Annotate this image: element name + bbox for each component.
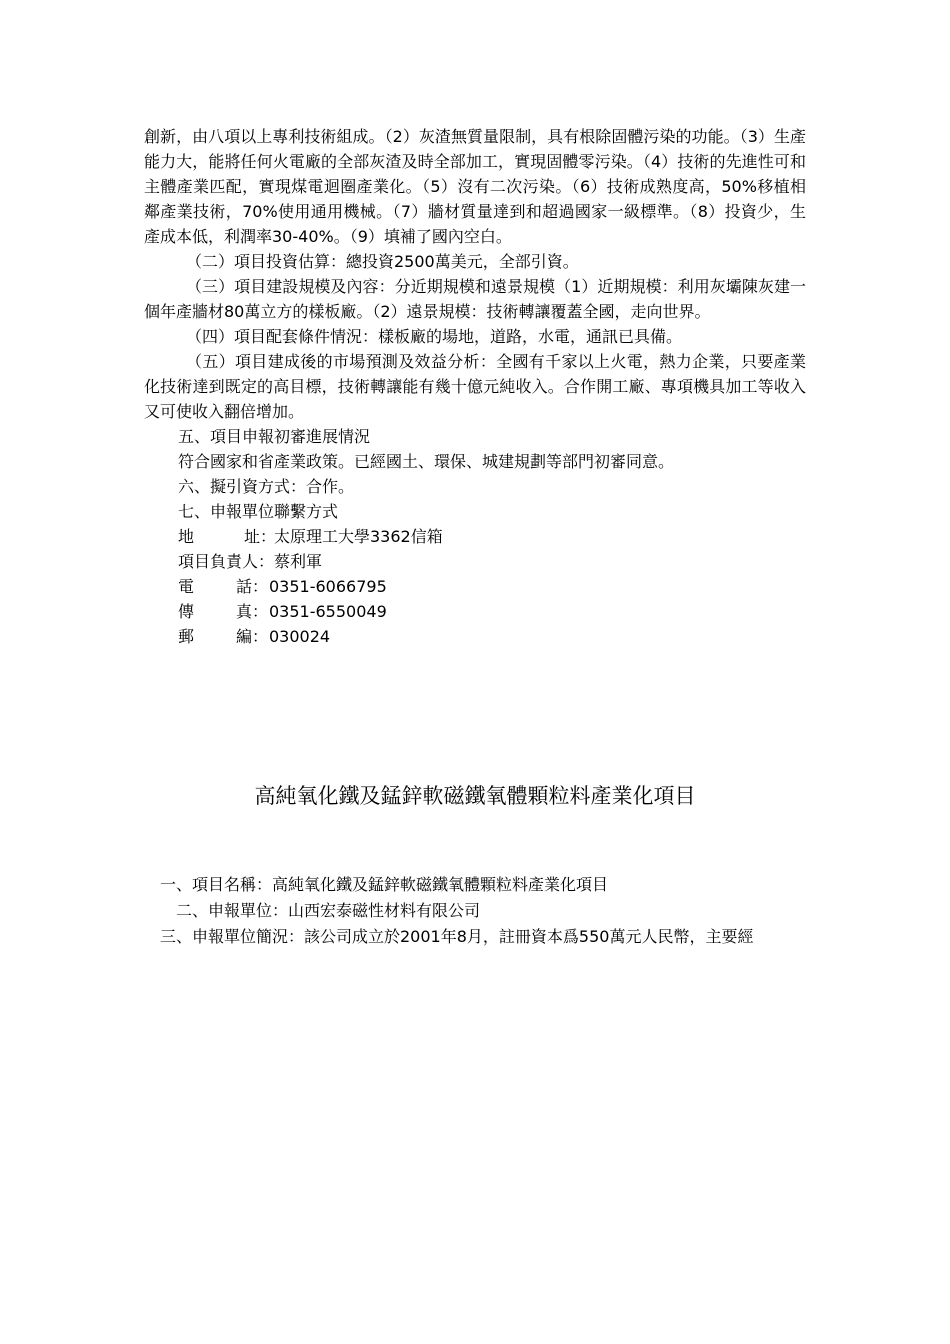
- section7-heading: 七、申報單位聯繫方式: [178, 502, 339, 521]
- contact-leader: 項目負責人：蔡利軍: [178, 552, 323, 571]
- address-label: 地 址：: [178, 527, 277, 546]
- zipcode-label: 郵 編：: [178, 627, 269, 646]
- section5-heading: 五、項目申報初審進展情況: [178, 427, 371, 446]
- project1-continuation: [144, 124, 806, 649]
- paragraph-construction-scale: （三）項目建設規模及內容：分近期規模和遠景規模（1）近期規模：利用灰壩陳灰建一個年產牆材80萬立方的樣板廠。（2）遠景規模：技術轉讓覆蓋全國，走向世界。: [144, 277, 806, 321]
- fax-label: 傳 真：: [178, 602, 269, 621]
- section6-heading: 六、擬引資方式：合作。: [178, 477, 355, 496]
- zipcode-value: 030024: [269, 627, 331, 646]
- project2-item-profile: 三、申報單位簡況：該公司成立於2001年8月，註冊資本爲550萬元人民幣，主要經: [160, 927, 754, 946]
- contact-telephone: [144, 574, 806, 599]
- fax-value: 0351-6550049: [269, 602, 387, 621]
- project2-body: [160, 872, 806, 950]
- contact-zipcode: [144, 624, 806, 649]
- contact-address: [144, 524, 806, 549]
- project2-item-name: 一、項目名稱：高純氧化鐵及錳鋅軟磁鐵氧體顆粒料產業化項目: [160, 875, 609, 894]
- contact-fax: [144, 599, 806, 624]
- project2-item-applicant: 二、申報單位：山西宏泰磁性材料有限公司: [176, 901, 481, 920]
- project2-title: 高純氧化鐵及錳鋅軟磁鐵氧體顆粒料產業化項目: [254, 784, 696, 808]
- telephone-label: 電 話：: [178, 577, 269, 596]
- paragraph-investment-estimate: （二）項目投資估算：總投資2500萬美元，全部引資。: [186, 252, 579, 271]
- telephone-value: 0351-6066795: [269, 577, 387, 596]
- paragraph-market-forecast: （五）項目建成後的市場預測及效益分析：全國有千家以上火電，熱力企業，只要產業化技術達到既定的高目標，技術轉讓能有幾十億元純收入。合作開工廠、專項機具加工等收入又可使收入翻倍增加。: [144, 352, 806, 421]
- paragraph-advantages: 創新，由八項以上專利技術組成。（2）灰渣無質量限制，具有根除固體污染的功能。（3）生產能力大，能將任何火電廠的全部灰渣及時全部加工，實現固體零污染。（4）技術的先進性可和主體產業匹配，實現煤電迴圈產業化。（5）沒有二次污染。（6）技術成熟度高，50%移植相鄰產業技術，70%使用通用機械。（7）牆材質量達到和超過國家一級標準。（8）投資少，生產成本低，利潤率30-40%。（9）填補了國內空白。: [144, 127, 806, 246]
- section5-text: 符合國家和省產業政策。已經國土、環保、城建規劃等部門初審同意。: [178, 452, 675, 471]
- paragraph-supporting-conditions: （四）項目配套條件情況：樣板廠的場地，道路，水電，通訊已具備。: [186, 327, 683, 346]
- address-value: 太原理工大學3362信箱: [274, 527, 443, 546]
